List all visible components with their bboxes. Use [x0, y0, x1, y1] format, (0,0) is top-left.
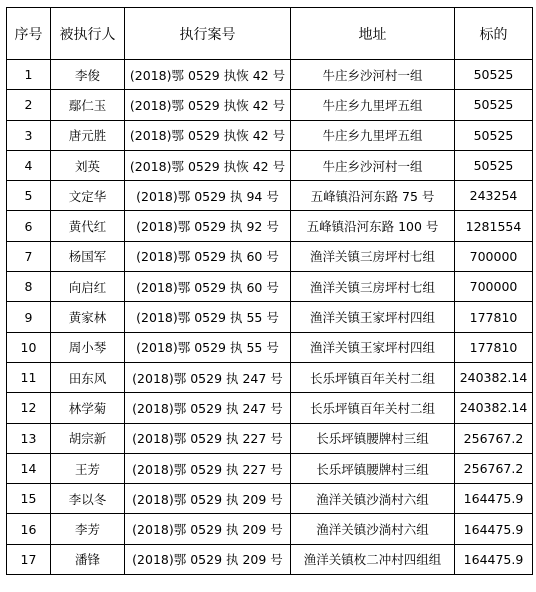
cell-address: 牛庄乡九里坪五组 [291, 120, 455, 150]
cell-case-number: (2018)鄂 0529 执恢 42 号 [125, 120, 291, 150]
cell-respondent: 潘锋 [51, 544, 125, 574]
cell-amount: 243254 [455, 181, 533, 211]
cell-seq: 9 [7, 302, 51, 332]
cell-case-number: (2018)鄂 0529 执 247 号 [125, 393, 291, 423]
cell-address: 渔洋关镇王家坪村四组 [291, 302, 455, 332]
cell-case-number: (2018)鄂 0529 执 247 号 [125, 362, 291, 392]
header-respondent: 被执行人 [51, 8, 125, 60]
cell-respondent: 李俊 [51, 60, 125, 90]
table-row [7, 181, 533, 211]
cell-respondent: 周小琴 [51, 332, 125, 362]
cell-seq: 12 [7, 393, 51, 423]
cell-amount: 50525 [455, 90, 533, 120]
cell-amount: 177810 [455, 332, 533, 362]
header-address: 地址 [291, 8, 455, 60]
cell-respondent: 李以冬 [51, 484, 125, 514]
cell-respondent: 李芳 [51, 514, 125, 544]
table-row [7, 453, 533, 483]
cell-case-number: (2018)鄂 0529 执 94 号 [125, 181, 291, 211]
table-row [7, 120, 533, 150]
table-row [7, 544, 533, 574]
cell-seq: 15 [7, 484, 51, 514]
cell-respondent: 唐元胜 [51, 120, 125, 150]
cell-case-number: (2018)鄂 0529 执 209 号 [125, 544, 291, 574]
cell-case-number: (2018)鄂 0529 执 227 号 [125, 453, 291, 483]
cell-case-number: (2018)鄂 0529 执 227 号 [125, 423, 291, 453]
cell-seq: 3 [7, 120, 51, 150]
cell-amount: 177810 [455, 302, 533, 332]
cell-case-number: (2018)鄂 0529 执 209 号 [125, 484, 291, 514]
cell-address: 长乐坪镇百年关村二组 [291, 362, 455, 392]
cell-respondent: 胡宗新 [51, 423, 125, 453]
table-row [7, 90, 533, 120]
cell-respondent: 杨国军 [51, 241, 125, 271]
cell-case-number: (2018)鄂 0529 执 92 号 [125, 211, 291, 241]
cell-seq: 2 [7, 90, 51, 120]
table-row [7, 272, 533, 302]
table-body [7, 60, 533, 575]
cell-respondent: 鄢仁玉 [51, 90, 125, 120]
cell-address: 牛庄乡沙河村一组 [291, 60, 455, 90]
table-row [7, 241, 533, 271]
cell-amount: 256767.2 [455, 453, 533, 483]
table-row [7, 211, 533, 241]
cell-respondent: 文定华 [51, 181, 125, 211]
cell-address: 长乐坪镇百年关村二组 [291, 393, 455, 423]
table-row [7, 302, 533, 332]
cell-amount: 50525 [455, 60, 533, 90]
cell-seq: 14 [7, 453, 51, 483]
cell-address: 渔洋关镇枚二冲村四组组 [291, 544, 455, 574]
table-row [7, 332, 533, 362]
cell-address: 渔洋关镇三房坪村七组 [291, 241, 455, 271]
cell-amount: 164475.9 [455, 544, 533, 574]
cell-seq: 13 [7, 423, 51, 453]
cell-address: 渔洋关镇王家坪村四组 [291, 332, 455, 362]
cell-seq: 1 [7, 60, 51, 90]
cell-address: 牛庄乡沙河村一组 [291, 150, 455, 180]
cell-seq: 17 [7, 544, 51, 574]
cell-seq: 8 [7, 272, 51, 302]
cell-address: 五峰镇沿河东路 75 号 [291, 181, 455, 211]
cell-case-number: (2018)鄂 0529 执 55 号 [125, 302, 291, 332]
cell-case-number: (2018)鄂 0529 执 55 号 [125, 332, 291, 362]
cell-amount: 164475.9 [455, 484, 533, 514]
cell-amount: 164475.9 [455, 514, 533, 544]
cell-case-number: (2018)鄂 0529 执 209 号 [125, 514, 291, 544]
cell-respondent: 向启红 [51, 272, 125, 302]
cell-case-number: (2018)鄂 0529 执 60 号 [125, 272, 291, 302]
cell-respondent: 王芳 [51, 453, 125, 483]
cell-seq: 11 [7, 362, 51, 392]
table-row [7, 362, 533, 392]
cell-respondent: 刘英 [51, 150, 125, 180]
cell-amount: 50525 [455, 150, 533, 180]
table-row [7, 393, 533, 423]
cell-amount: 256767.2 [455, 423, 533, 453]
header-seq: 序号 [7, 8, 51, 60]
cell-address: 长乐坪镇腰牌村三组 [291, 453, 455, 483]
cell-respondent: 田东风 [51, 362, 125, 392]
header-case-number: 执行案号 [125, 8, 291, 60]
cell-seq: 5 [7, 181, 51, 211]
cell-seq: 4 [7, 150, 51, 180]
table-row [7, 60, 533, 90]
cell-seq: 7 [7, 241, 51, 271]
cell-amount: 240382.14 [455, 393, 533, 423]
cell-respondent: 林学菊 [51, 393, 125, 423]
cell-seq: 6 [7, 211, 51, 241]
cell-seq: 16 [7, 514, 51, 544]
cell-case-number: (2018)鄂 0529 执 60 号 [125, 241, 291, 271]
cell-address: 牛庄乡九里坪五组 [291, 90, 455, 120]
table-row [7, 423, 533, 453]
cell-address: 渔洋关镇沙淌村六组 [291, 514, 455, 544]
table-row [7, 514, 533, 544]
cell-amount: 700000 [455, 241, 533, 271]
cell-seq: 10 [7, 332, 51, 362]
cell-case-number: (2018)鄂 0529 执恢 42 号 [125, 60, 291, 90]
header-amount: 标的 [455, 8, 533, 60]
cell-case-number: (2018)鄂 0529 执恢 42 号 [125, 90, 291, 120]
cell-case-number: (2018)鄂 0529 执恢 42 号 [125, 150, 291, 180]
cell-address: 渔洋关镇三房坪村七组 [291, 272, 455, 302]
table-header-row [7, 8, 533, 60]
cell-amount: 1281554 [455, 211, 533, 241]
enforcement-table [6, 7, 533, 575]
cell-amount: 700000 [455, 272, 533, 302]
cell-address: 渔洋关镇沙淌村六组 [291, 484, 455, 514]
table-row [7, 150, 533, 180]
cell-address: 五峰镇沿河东路 100 号 [291, 211, 455, 241]
cell-address: 长乐坪镇腰牌村三组 [291, 423, 455, 453]
table-row [7, 484, 533, 514]
cell-respondent: 黄代红 [51, 211, 125, 241]
cell-amount: 50525 [455, 120, 533, 150]
cell-respondent: 黄家林 [51, 302, 125, 332]
cell-amount: 240382.14 [455, 362, 533, 392]
